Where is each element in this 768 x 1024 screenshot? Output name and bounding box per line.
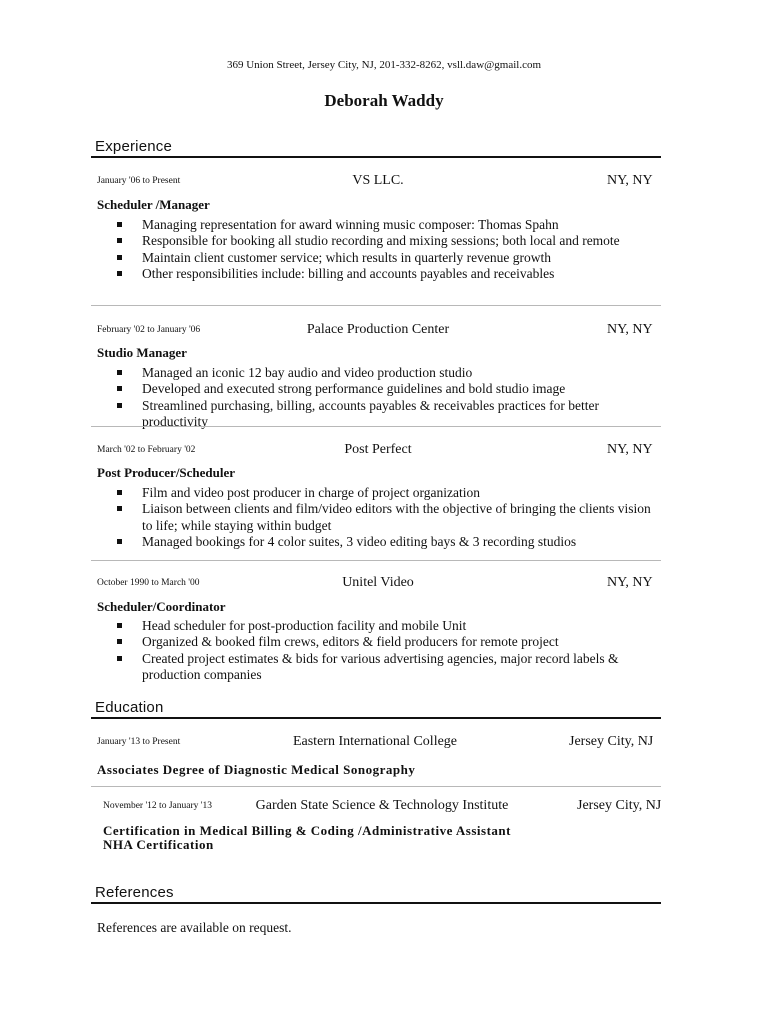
education-certification: NHA Certification bbox=[103, 837, 214, 852]
bullet-icon bbox=[117, 403, 122, 408]
education-dates: January '13 to Present bbox=[97, 737, 181, 747]
job-role: Scheduler/Coordinator bbox=[97, 599, 226, 614]
list-item: Responsible for booking all studio recording and mixing sessions; both local and remote bbox=[117, 233, 662, 249]
list-item: Streamlined purchasing, billing, accounts payables & receivables practices for better productivity bbox=[117, 398, 662, 431]
job-employer: Unitel Video bbox=[342, 575, 414, 590]
section-rule bbox=[91, 717, 661, 719]
education-school: Eastern International College bbox=[292, 734, 458, 749]
bullet-icon bbox=[117, 238, 122, 243]
bullet-icon bbox=[117, 656, 122, 661]
education-degree: Certification in Medical Billing & Coding /Administrative Assistant bbox=[103, 823, 511, 838]
job-role: Studio Manager bbox=[97, 345, 187, 360]
bullet-icon bbox=[117, 255, 122, 260]
candidate-name: Deborah Waddy bbox=[324, 91, 444, 110]
education-degree: Associates Degree of Diagnostic Medical Sonography bbox=[97, 762, 416, 777]
divider bbox=[91, 305, 661, 306]
job-employer: Post Perfect bbox=[344, 442, 412, 457]
bullet-icon bbox=[117, 490, 122, 495]
job-bullets bbox=[117, 485, 662, 550]
bullet-icon bbox=[117, 386, 122, 391]
bullet-icon bbox=[117, 271, 122, 276]
contact-line: 369 Union Street, Jersey City, NJ, 201-332-8262, vsll.daw@gmail.com bbox=[226, 59, 542, 71]
list-item: Created project estimates & bids for various advertising agencies, major record labels & production companies bbox=[117, 651, 642, 684]
job-employer: VS LLC. bbox=[352, 173, 404, 188]
divider bbox=[91, 786, 661, 787]
job-location: NY, NY bbox=[607, 322, 653, 337]
bullet-icon bbox=[117, 639, 122, 644]
job-bullets bbox=[117, 217, 662, 282]
job-dates: March '02 to February '02 bbox=[97, 445, 196, 455]
list-item: Other responsibilities include: billing and accounts payables and receivables bbox=[117, 266, 662, 282]
job-bullets bbox=[117, 365, 662, 430]
list-item: Managed bookings for 4 color suites, 3 video editing bays & 3 recording studios bbox=[117, 534, 662, 550]
section-title-education: Education bbox=[95, 699, 164, 716]
job-location: NY, NY bbox=[607, 442, 653, 457]
section-rule bbox=[91, 902, 661, 904]
education-dates: November '12 to January '13 bbox=[103, 801, 212, 811]
divider bbox=[91, 426, 661, 427]
bullet-icon bbox=[117, 506, 122, 511]
bullet-icon bbox=[117, 222, 122, 227]
bullet-icon bbox=[117, 370, 122, 375]
job-dates: February '02 to January '06 bbox=[97, 325, 201, 335]
job-bullets bbox=[117, 618, 662, 683]
list-item: Organized & booked film crews, editors & field producers for remote project bbox=[117, 634, 662, 650]
education-school: Garden State Science & Technology Institute bbox=[255, 798, 509, 813]
job-employer: Palace Production Center bbox=[306, 322, 450, 337]
list-item: Managed an iconic 12 bay audio and video production studio bbox=[117, 365, 662, 381]
education-location: Jersey City, NJ bbox=[577, 798, 662, 813]
references-text: References are available on request. bbox=[97, 920, 292, 935]
job-dates: January '06 to Present bbox=[97, 176, 181, 186]
section-rule bbox=[91, 156, 661, 158]
bullet-icon bbox=[117, 623, 122, 628]
list-item: Head scheduler for post-production facility and mobile Unit bbox=[117, 618, 662, 634]
bullet-icon bbox=[117, 539, 122, 544]
list-item: Liaison between clients and film/video editors with the objective of bringing the clients vision to life; while staying within budget bbox=[117, 501, 657, 534]
job-role: Post Producer/Scheduler bbox=[97, 465, 236, 480]
job-dates: October 1990 to March '00 bbox=[97, 578, 200, 588]
list-item: Developed and executed strong performance guidelines and bold studio image bbox=[117, 381, 662, 397]
divider bbox=[91, 560, 661, 561]
list-item: Managing representation for award winning music composer: Thomas Spahn bbox=[117, 217, 662, 233]
section-title-references: References bbox=[95, 884, 174, 901]
job-location: NY, NY bbox=[607, 575, 653, 590]
section-title-experience: Experience bbox=[95, 138, 173, 155]
job-role: Scheduler /Manager bbox=[97, 197, 210, 212]
job-location: NY, NY bbox=[607, 173, 653, 188]
education-location: Jersey City, NJ bbox=[569, 734, 654, 749]
list-item: Film and video post producer in charge of project organization bbox=[117, 485, 662, 501]
list-item: Maintain client customer service; which results in quarterly revenue growth bbox=[117, 250, 662, 266]
